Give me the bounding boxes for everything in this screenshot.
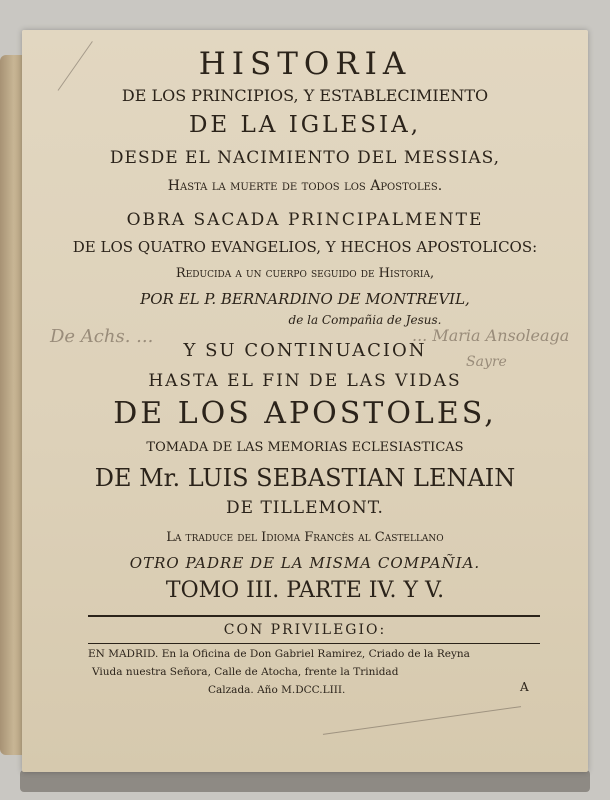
- title-line-12: HASTA EL FIN DE LAS VIDAS: [148, 371, 462, 391]
- rule-top: [88, 615, 540, 617]
- rule-bottom: [88, 643, 540, 644]
- handwritten-note-right: ... Maria Ansoleaga: [412, 326, 570, 345]
- volume-line: TOMO III. PARTE IV. Y V.: [165, 578, 445, 603]
- title-line-4: DESDE EL NACIMIENTO DEL MESSIAS,: [109, 148, 501, 168]
- title-line-8: Reducida a un cuerpo seguido de Historia,: [175, 266, 435, 281]
- title-line-7: DE LOS QUATRO EVANGELIOS, Y HECHOS APOSTOLICOS:: [72, 238, 538, 256]
- paper-crease: [323, 706, 521, 735]
- title-line-16: DE TILLEMONT.: [226, 498, 384, 518]
- title-page: [22, 30, 588, 772]
- translator-line: La traduce del Idioma Francès al Castellano: [166, 530, 444, 545]
- page-stack-shadow: [20, 770, 590, 792]
- source-author: DE Mr. LUIS SEBASTIAN LENAIN: [94, 464, 516, 492]
- author-line: POR EL P. BERNARDINO DE MONTREVIL,: [140, 290, 470, 308]
- title-line-6: OBRA SACADA PRINCIPALMENTE: [126, 210, 484, 230]
- imprint-line-3: Calzada. Año M.DCC.LIII.: [208, 684, 346, 696]
- imprint-line-2: Viuda nuestra Señora, Calle de Atocha, frente la Trinidad: [92, 666, 399, 678]
- title-line-14: TOMADA DE LAS MEMORIAS ECLESIASTICAS: [146, 440, 464, 455]
- title-line-3: DE LA IGLESIA,: [188, 112, 422, 138]
- author-order: de la Compañia de Jesus.: [288, 313, 442, 327]
- handwritten-note-right-2: Sayre: [466, 354, 507, 370]
- continuation-line: Y SU CONTINUACION: [183, 340, 427, 361]
- title-line-5: Hasta la muerte de todos los Apostoles.: [167, 178, 443, 194]
- title-line-2: DE LOS PRINCIPIOS, Y ESTABLECIMIENTO: [121, 86, 489, 105]
- signature-mark: A: [520, 680, 529, 694]
- imprint-line-1: EN MADRID. En la Oficina de Don Gabriel Ramirez, Criado de la Reyna: [88, 648, 470, 660]
- translator-name: OTRO PADRE DE LA MISMA COMPAÑIA.: [129, 554, 481, 572]
- handwritten-note-left: De Achs. ...: [50, 326, 154, 347]
- privilege-line: CON PRIVILEGIO:: [223, 622, 387, 638]
- book-title: HISTORIA: [198, 46, 412, 82]
- apostles-heading: DE LOS APOSTOLES,: [113, 396, 497, 431]
